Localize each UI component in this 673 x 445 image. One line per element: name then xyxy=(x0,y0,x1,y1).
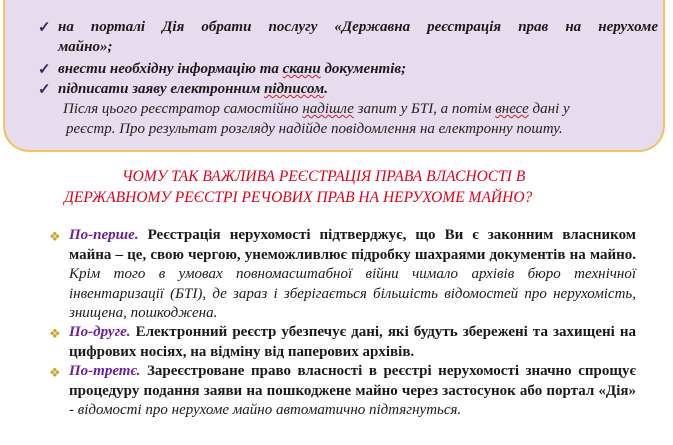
note-line-1: Після цього реєстратор самостійно надішле запит у БТІ, а потім внесе дані у xyxy=(63,101,570,117)
diamond-icon: ❖ xyxy=(49,229,61,244)
check-icon: ✓ xyxy=(38,62,51,78)
section-title-line-2: ДЕРЖАВНОМУ РЕЄСТРІ РЕЧОВИХ ПРАВ НА НЕРУХОМЕ МАЙНО? xyxy=(64,189,533,206)
step-1-line-1: на порталі Дія обрати послугу «Державна реєстрація прав на нерухоме xyxy=(58,19,658,35)
point-2: По-друге. Електронний реєстр убезпечує дані, які будуть збережені та захищені на цифрових носіях, на відміну від паперових архівів. xyxy=(69,324,637,360)
point-3: По-третє. Зареєстроване право власності в реєстрі нерухомості значно спрощує процедуру подання заяви на пошкоджене майно через застосунок або портал «Дія» - відомості про нерухоме майно автоматично підтягнуться. xyxy=(69,363,636,418)
step-2: внести необхідну інформацію та скани документів; xyxy=(58,61,407,77)
step-1-line-2: майно»; xyxy=(58,39,113,55)
diamond-icon: ❖ xyxy=(49,365,61,380)
note-line-2: реєстр. Про результат розгляду надійде повідомлення на електронну пошту. xyxy=(66,121,563,137)
check-icon: ✓ xyxy=(38,20,51,36)
diamond-icon: ❖ xyxy=(49,326,61,341)
step-3: підписати заяву електронним підписом. xyxy=(58,81,328,97)
point-1: По-перше. Реєстрація нерухомості підтверджує, що Ви є законним власником майна – це, свою чергою, унеможливлює підробку шахраями документів на майно. Крім того в умовах повномасштабної війни чимало архівів бюро технічної інвентаризації (БТІ), де зараз і зберігається більшість відомостей про нерухомість, знищена, пошкоджена. xyxy=(69,227,636,321)
check-icon: ✓ xyxy=(38,82,51,98)
section-title-line-1: ЧОМУ ТАК ВАЖЛИВА РЕЄСТРАЦІЯ ПРАВА ВЛАСНОСТІ В xyxy=(122,168,526,185)
